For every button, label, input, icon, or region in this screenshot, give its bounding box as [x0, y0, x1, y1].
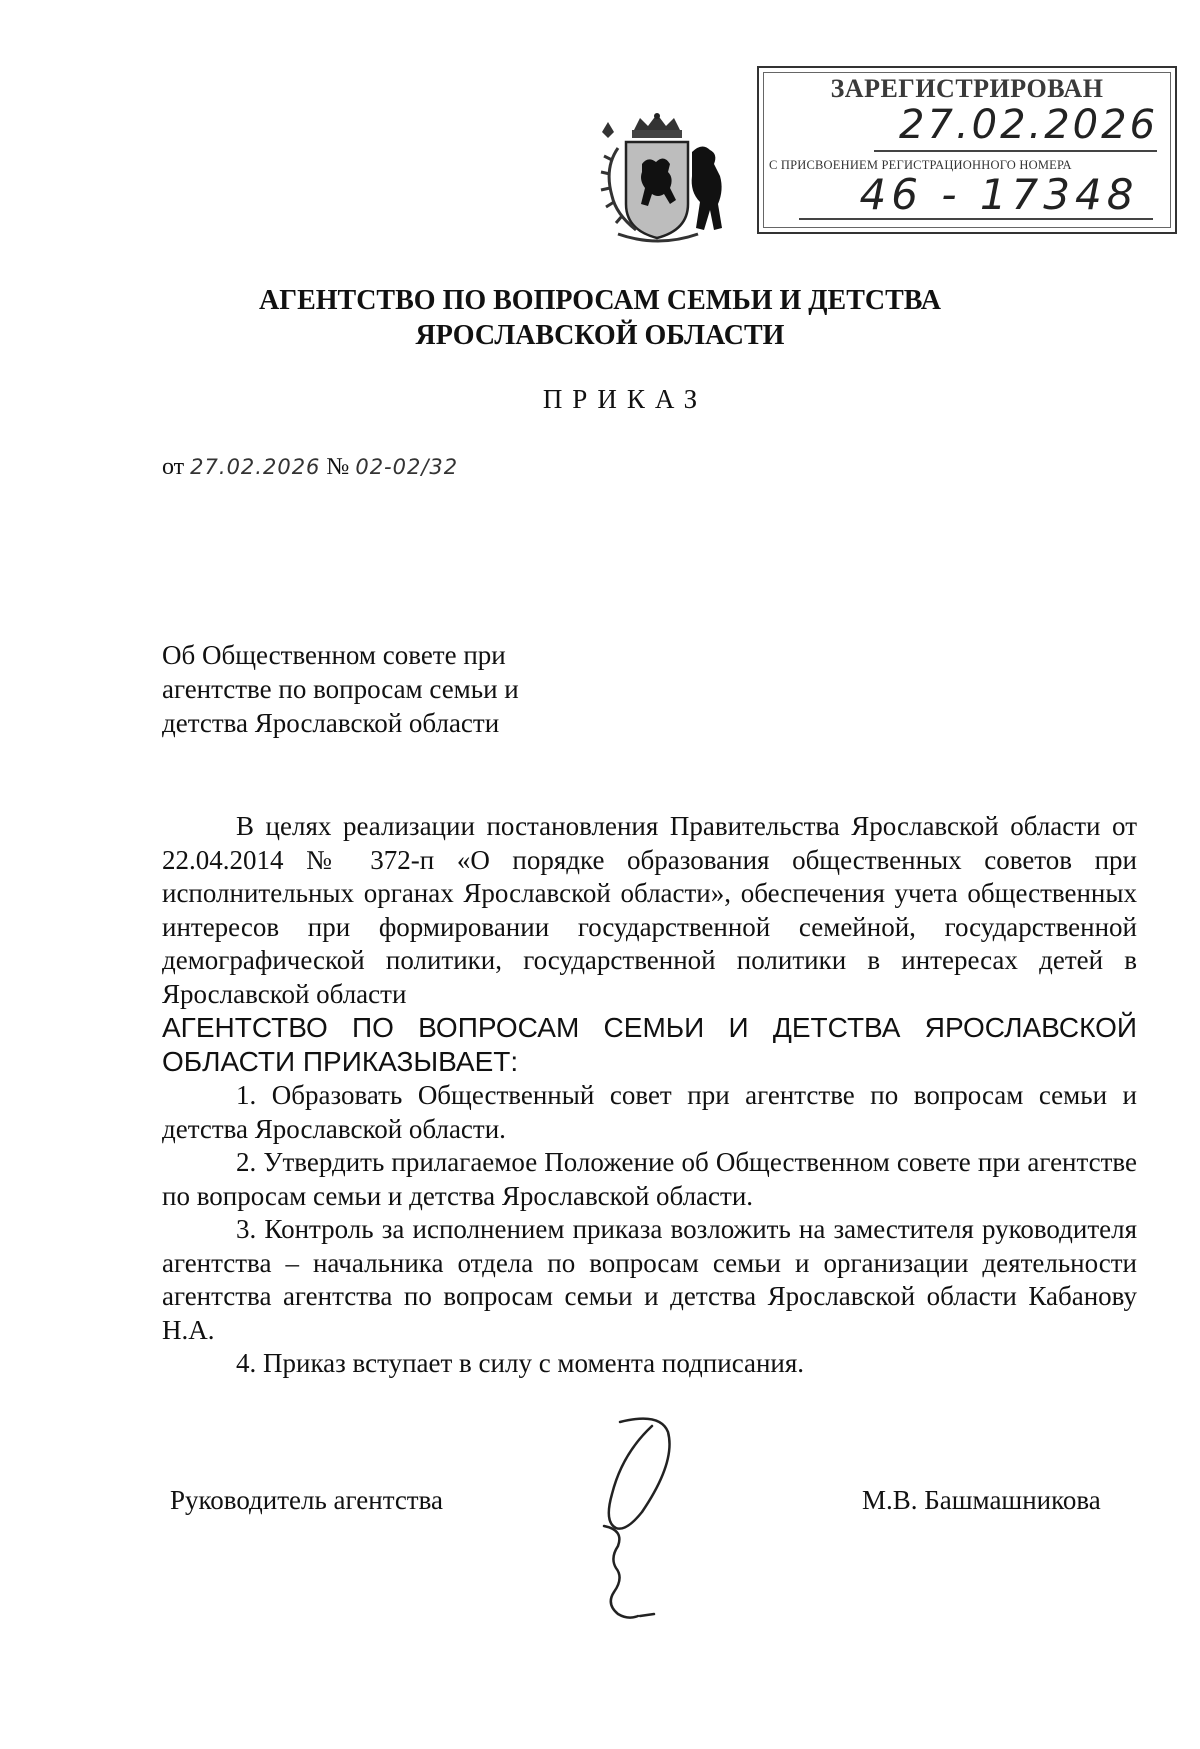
order-from-label: от: [162, 454, 185, 480]
stamp-reg-number: 46 - 17348: [859, 170, 1139, 219]
handwritten-signature: [570, 1410, 680, 1640]
coat-of-arms-icon: [582, 112, 732, 250]
signer-name: М.В. Башмашникова: [862, 1485, 1101, 1515]
directive-paragraph: АГЕНТСТВО ПО ВОПРОСАМ СЕМЬИ И ДЕТСТВА ЯРОСЛАВСКОЙ ОБЛАСТИ ПРИКАЗЫВАЕТ:: [162, 1012, 1137, 1077]
order-item-1: 1. Образовать Общественный совет при агентстве по вопросам семьи и детства Ярославской области.: [162, 1080, 1137, 1144]
agency-name-line2: ЯРОСЛАВСКОЙ ОБЛАСТИ: [415, 320, 785, 351]
stamp-date: 27.02.2026: [899, 102, 1159, 148]
order-number-label: №: [326, 454, 350, 480]
order-number: 02-02/32: [355, 455, 459, 479]
stamp-date-underline: [874, 150, 1157, 152]
order-date: 27.02.2026: [190, 455, 321, 479]
order-body: [162, 810, 1137, 1381]
order-number-line: [162, 454, 458, 481]
subject-line: детства Ярославской области: [162, 708, 500, 738]
agency-name-line1: АГЕНТСТВО ПО ВОПРОСАМ СЕМЬИ И ДЕТСТВА: [259, 285, 941, 316]
registration-stamp: [757, 66, 1177, 234]
document-type-title: ПРИКАЗ: [542, 384, 708, 414]
preamble-paragraph: В целях реализации постановления Правительства Ярославской области от 22.04.2014 № 372-п «О порядке образования общественных советов при исполнительных органах Ярославской области», обеспечения учета общественных интересов при формировании государственной семейной, государственной демографической политики, государственной политики в интересах детей в Ярославской области: [162, 811, 1137, 1009]
order-item-2: 2. Утвердить прилагаемое Положение об Общественном совете при агентстве по вопросам семьи и детства Ярославской области.: [162, 1147, 1137, 1211]
order-subject: [162, 638, 582, 740]
order-item-4: 4. Приказ вступает в силу с момента подписания.: [236, 1348, 805, 1378]
stamp-number-underline: [799, 218, 1153, 220]
order-item-3: 3. Контроль за исполнением приказа возложить на заместителя руководителя агентства – начальника отдела по вопросам семьи и организации деятельности агентства агентства по вопросам семьи и детства Ярославской области Кабанову Н.А.: [162, 1214, 1137, 1345]
signer-position: Руководитель агентства: [170, 1485, 443, 1515]
subject-line: Об Общественном совете при: [162, 640, 506, 670]
stamp-subtitle: С ПРИСВОЕНИЕМ РЕГИСТРАЦИОННОГО НОМЕРА: [769, 158, 1072, 172]
stamp-title: ЗАРЕГИСТРИРОВАН: [830, 74, 1104, 103]
subject-line: агентстве по вопросам семьи и: [162, 674, 519, 704]
agency-header: [160, 283, 1040, 353]
